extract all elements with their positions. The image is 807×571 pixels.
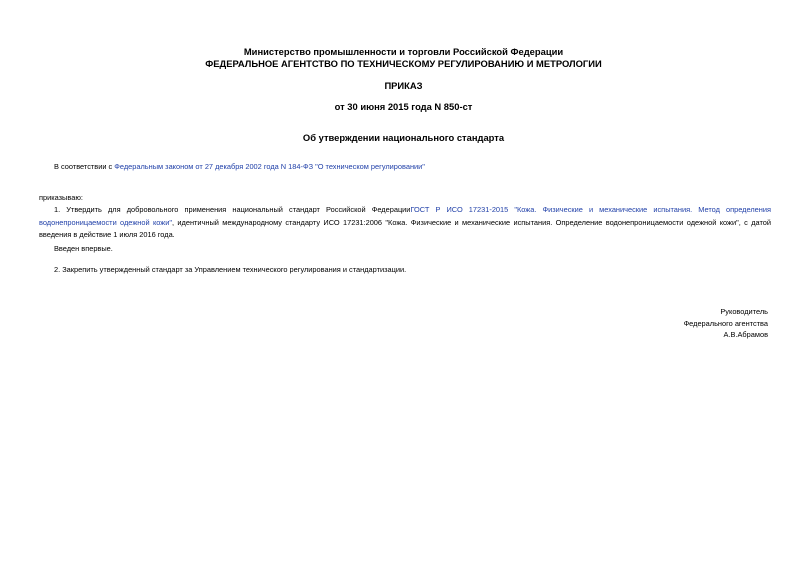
signatory-title-line-2: Федерального агентства (683, 319, 768, 328)
ministry-name: Министерство промышленности и торговли Российской Федерации (243, 46, 564, 57)
item-1-suffix: , идентичный международному стандарту ИСО 17231:2006 "Кожа. Физические и механические испытания. Определение водонепроницаемости одежной кожи", с датой введения в действие 1 июля 2016 года. (39, 217, 771, 239)
item-1-paragraph (39, 204, 771, 242)
federal-law-link[interactable]: Федеральным законом от 27 декабря 2002 года N 184-ФЗ "О техническом регулировании" (114, 162, 425, 171)
legal-basis-prefix: В соответствии с (54, 162, 115, 171)
document-type: ПРИКАЗ (384, 80, 423, 91)
item-1-prefix: 1. Утвердить для добровольного применения национальный стандарт Российской Федерации (54, 205, 411, 214)
order-word: приказываю: (39, 193, 83, 202)
legal-basis-paragraph (54, 161, 425, 174)
item-2-paragraph: 2. Закрепить утвержденный стандарт за Управлением технического регулирования и стандартизации. (54, 265, 407, 274)
signatory-title-line-1: Руководитель (720, 307, 768, 316)
signatory-name: А.В.Абрамов (723, 330, 768, 339)
document-subject: Об утверждении национального стандарта (302, 132, 505, 143)
agency-name: ФЕДЕРАЛЬНОЕ АГЕНТСТВО ПО ТЕХНИЧЕСКОМУ РЕГУЛИРОВАНИЮ И МЕТРОЛОГИИ (205, 58, 602, 69)
introduced-first-note: Введен впервые. (54, 244, 113, 253)
document-date-number: от 30 июня 2015 года N 850-ст (334, 101, 473, 112)
gost-standard-link[interactable]: ГОСТ Р ИСО 17231-2015 "Кожа. Физические и механические испытания. Метод определения водонепроницаемости одежной кожи" (39, 205, 771, 227)
